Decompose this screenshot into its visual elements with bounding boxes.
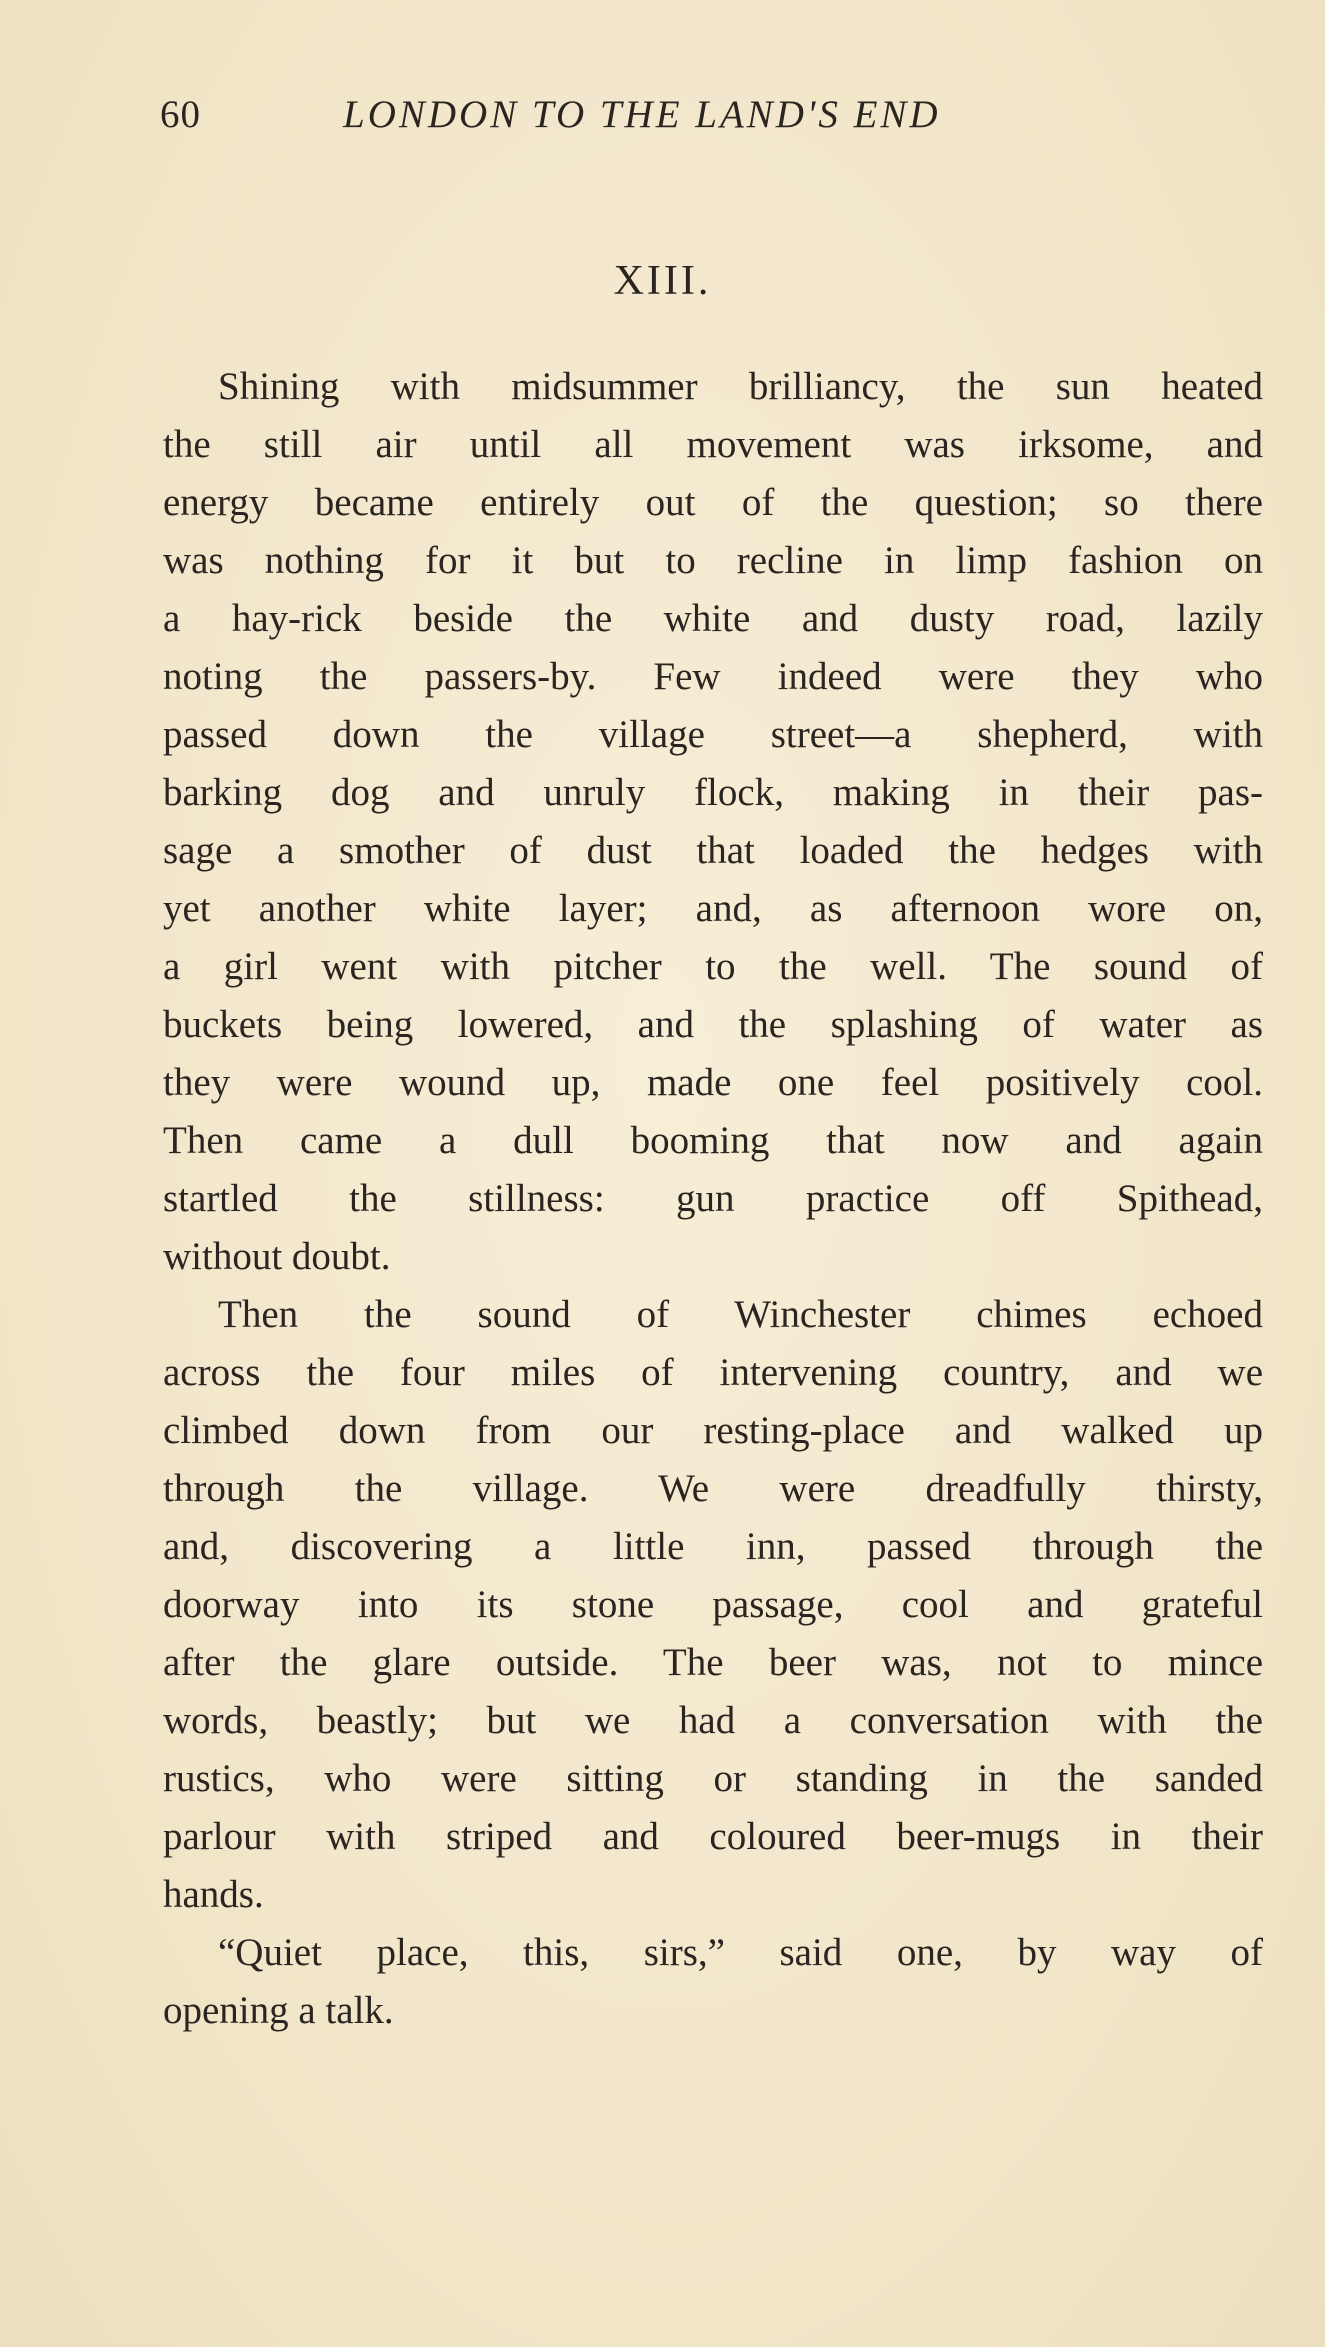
text-line: and, discovering a little inn, passed through the [163, 1525, 1263, 1568]
text-line: Shining with midsummer brilliancy, the sun heated [218, 365, 1263, 408]
text-line: across the four miles of intervening country, and we [163, 1351, 1263, 1394]
running-title: LONDON TO THE LAND'S END [343, 93, 941, 136]
text-line: yet another white layer; and, as afternoon wore on, [163, 887, 1263, 930]
text-line: barking dog and unruly flock, making in their pas- [163, 771, 1263, 814]
text-line: without doubt. [163, 1235, 391, 1278]
text-line: buckets being lowered, and the splashing of water as [163, 1003, 1263, 1046]
text-line: sage a smother of dust that loaded the hedges with [163, 829, 1263, 872]
text-line: parlour with striped and coloured beer-mugs in their [163, 1815, 1263, 1858]
chapter-heading: XIII. [613, 258, 712, 304]
text-line: “Quiet place, this, sirs,” said one, by way of [218, 1931, 1263, 1974]
text-line: passed down the village street—a shepherd, with [163, 713, 1263, 756]
text-line: doorway into its stone passage, cool and grateful [163, 1583, 1263, 1626]
text-line: energy became entirely out of the question; so there [163, 481, 1263, 524]
text-line: hands. [163, 1873, 264, 1916]
text-line: opening a talk. [163, 1989, 394, 2032]
running-head [160, 92, 1065, 142]
text-line: a hay-rick beside the white and dusty road, lazily [163, 597, 1263, 640]
text-line: Then came a dull booming that now and again [163, 1119, 1263, 1162]
text-line: startled the stillness: gun practice off Spithead, [163, 1177, 1263, 1220]
text-line: words, beastly; but we had a conversation with the [163, 1699, 1263, 1742]
text-line: they were wound up, made one feel positively cool. [163, 1061, 1263, 1104]
text-line: the still air until all movement was irksome, and [163, 423, 1263, 466]
text-line: rustics, who were sitting or standing in the sanded [163, 1757, 1263, 1800]
body-text [163, 358, 1263, 2040]
text-line: Then the sound of Winchester chimes echoed [218, 1293, 1263, 1336]
text-line: was nothing for it but to recline in limp fashion on [163, 539, 1263, 582]
text-line: through the village. We were dreadfully thirsty, [163, 1467, 1263, 1510]
page-number: 60 [160, 93, 201, 136]
text-line: a girl went with pitcher to the well. The sound of [163, 945, 1263, 988]
text-line: climbed down from our resting-place and walked up [163, 1409, 1263, 1452]
text-line: after the glare outside. The beer was, not to mince [163, 1641, 1263, 1684]
text-line: noting the passers-by. Few indeed were they who [163, 655, 1263, 698]
